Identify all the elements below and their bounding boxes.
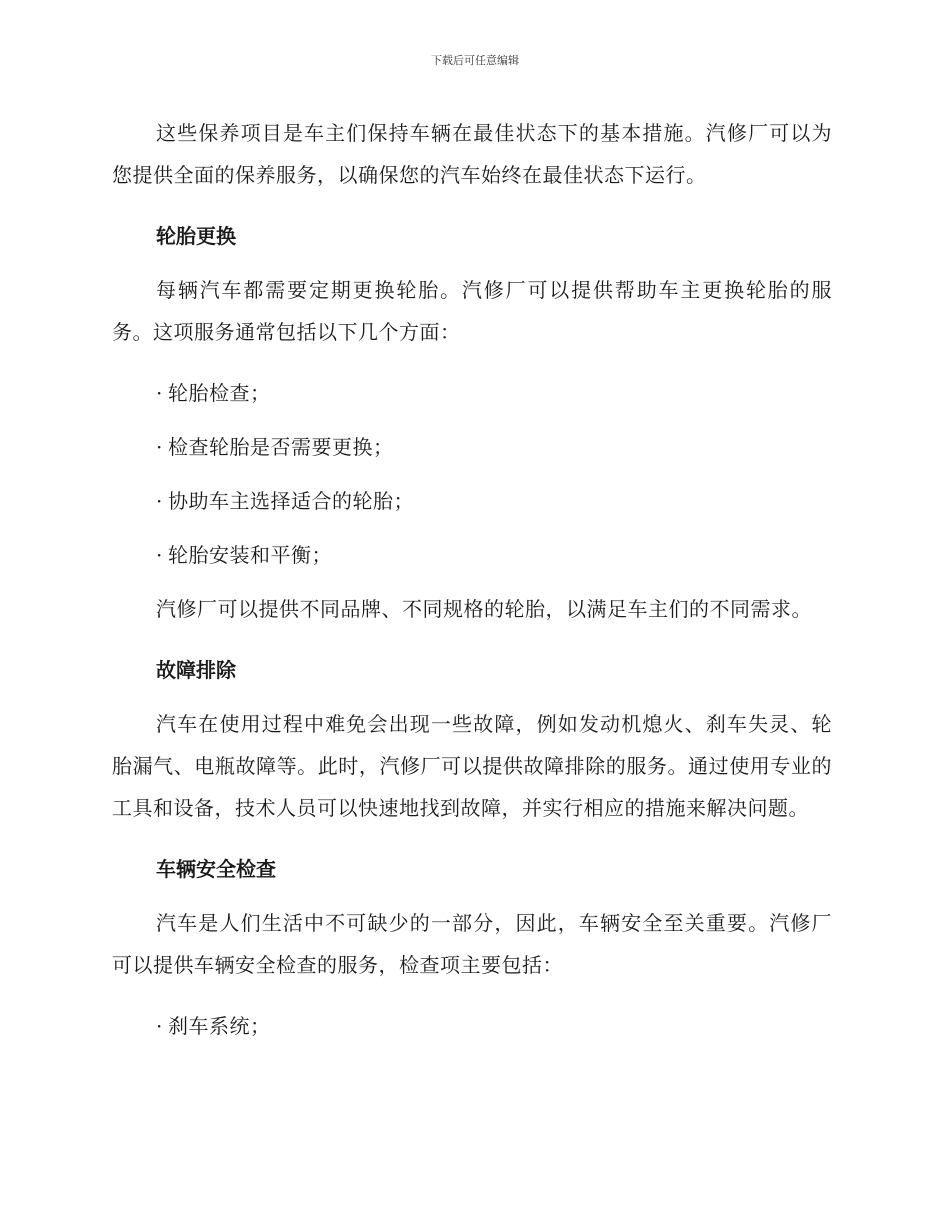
paragraph-troubleshooting: 汽车在使用过程中难免会出现一些故障，例如发动机熄火、刹车失灵、轮胎漏气、电瓶故障等。此时，汽修厂可以提供故障排除的服务。通过使用专业的工具和设备，技术人员可以快速地找到故障，并实行相应的措施来解决问题。	[112, 712, 832, 820]
document-body	[112, 112, 832, 1059]
list-item-label: 检查轮胎是否需要更换；	[168, 435, 394, 459]
bullet-icon: ·	[156, 489, 163, 513]
list-item-brake-system	[112, 1005, 832, 1047]
list-item-label: 轮胎检查；	[168, 381, 271, 405]
heading-safety-inspection: 车辆安全检查	[156, 857, 276, 881]
list-item-label: 轮胎安装和平衡；	[168, 543, 332, 567]
list-item-install-balance	[112, 534, 832, 576]
page-header: 下载后可任意编辑	[431, 54, 519, 67]
bullet-icon: ·	[156, 435, 163, 459]
bullet-icon: ·	[156, 381, 163, 405]
list-item-label: 协助车主选择适合的轮胎；	[168, 489, 414, 513]
list-item-tire-inspection	[112, 372, 832, 414]
heading-tire-replacement: 轮胎更换	[156, 224, 236, 248]
paragraph-tire-brands: 汽修厂可以提供不同品牌、不同规格的轮胎，以满足车主们的不同需求。	[156, 597, 812, 621]
bullet-icon: ·	[156, 1014, 163, 1038]
list-item-choose-tires	[112, 480, 832, 522]
list-item-check-replacement	[112, 426, 832, 468]
heading-troubleshooting: 故障排除	[156, 658, 236, 682]
paragraph-safety-inspection: 汽车是人们生活中不可缺少的一部分，因此，车辆安全至关重要。汽修厂可以提供车辆安全检查的服务，检查项主要包括：	[112, 911, 832, 977]
bullet-icon: ·	[156, 543, 163, 567]
paragraph-maintenance-summary: 这些保养项目是车主们保持车辆在最佳状态下的基本措施。汽修厂可以为您提供全面的保养服务，以确保您的汽车始终在最佳状态下运行。	[112, 121, 832, 187]
paragraph-tire-replacement: 每辆汽车都需要定期更换轮胎。汽修厂可以提供帮助车主更换轮胎的服务。这项服务通常包括以下几个方面：	[112, 278, 832, 344]
list-item-label: 刹车系统；	[168, 1014, 271, 1038]
